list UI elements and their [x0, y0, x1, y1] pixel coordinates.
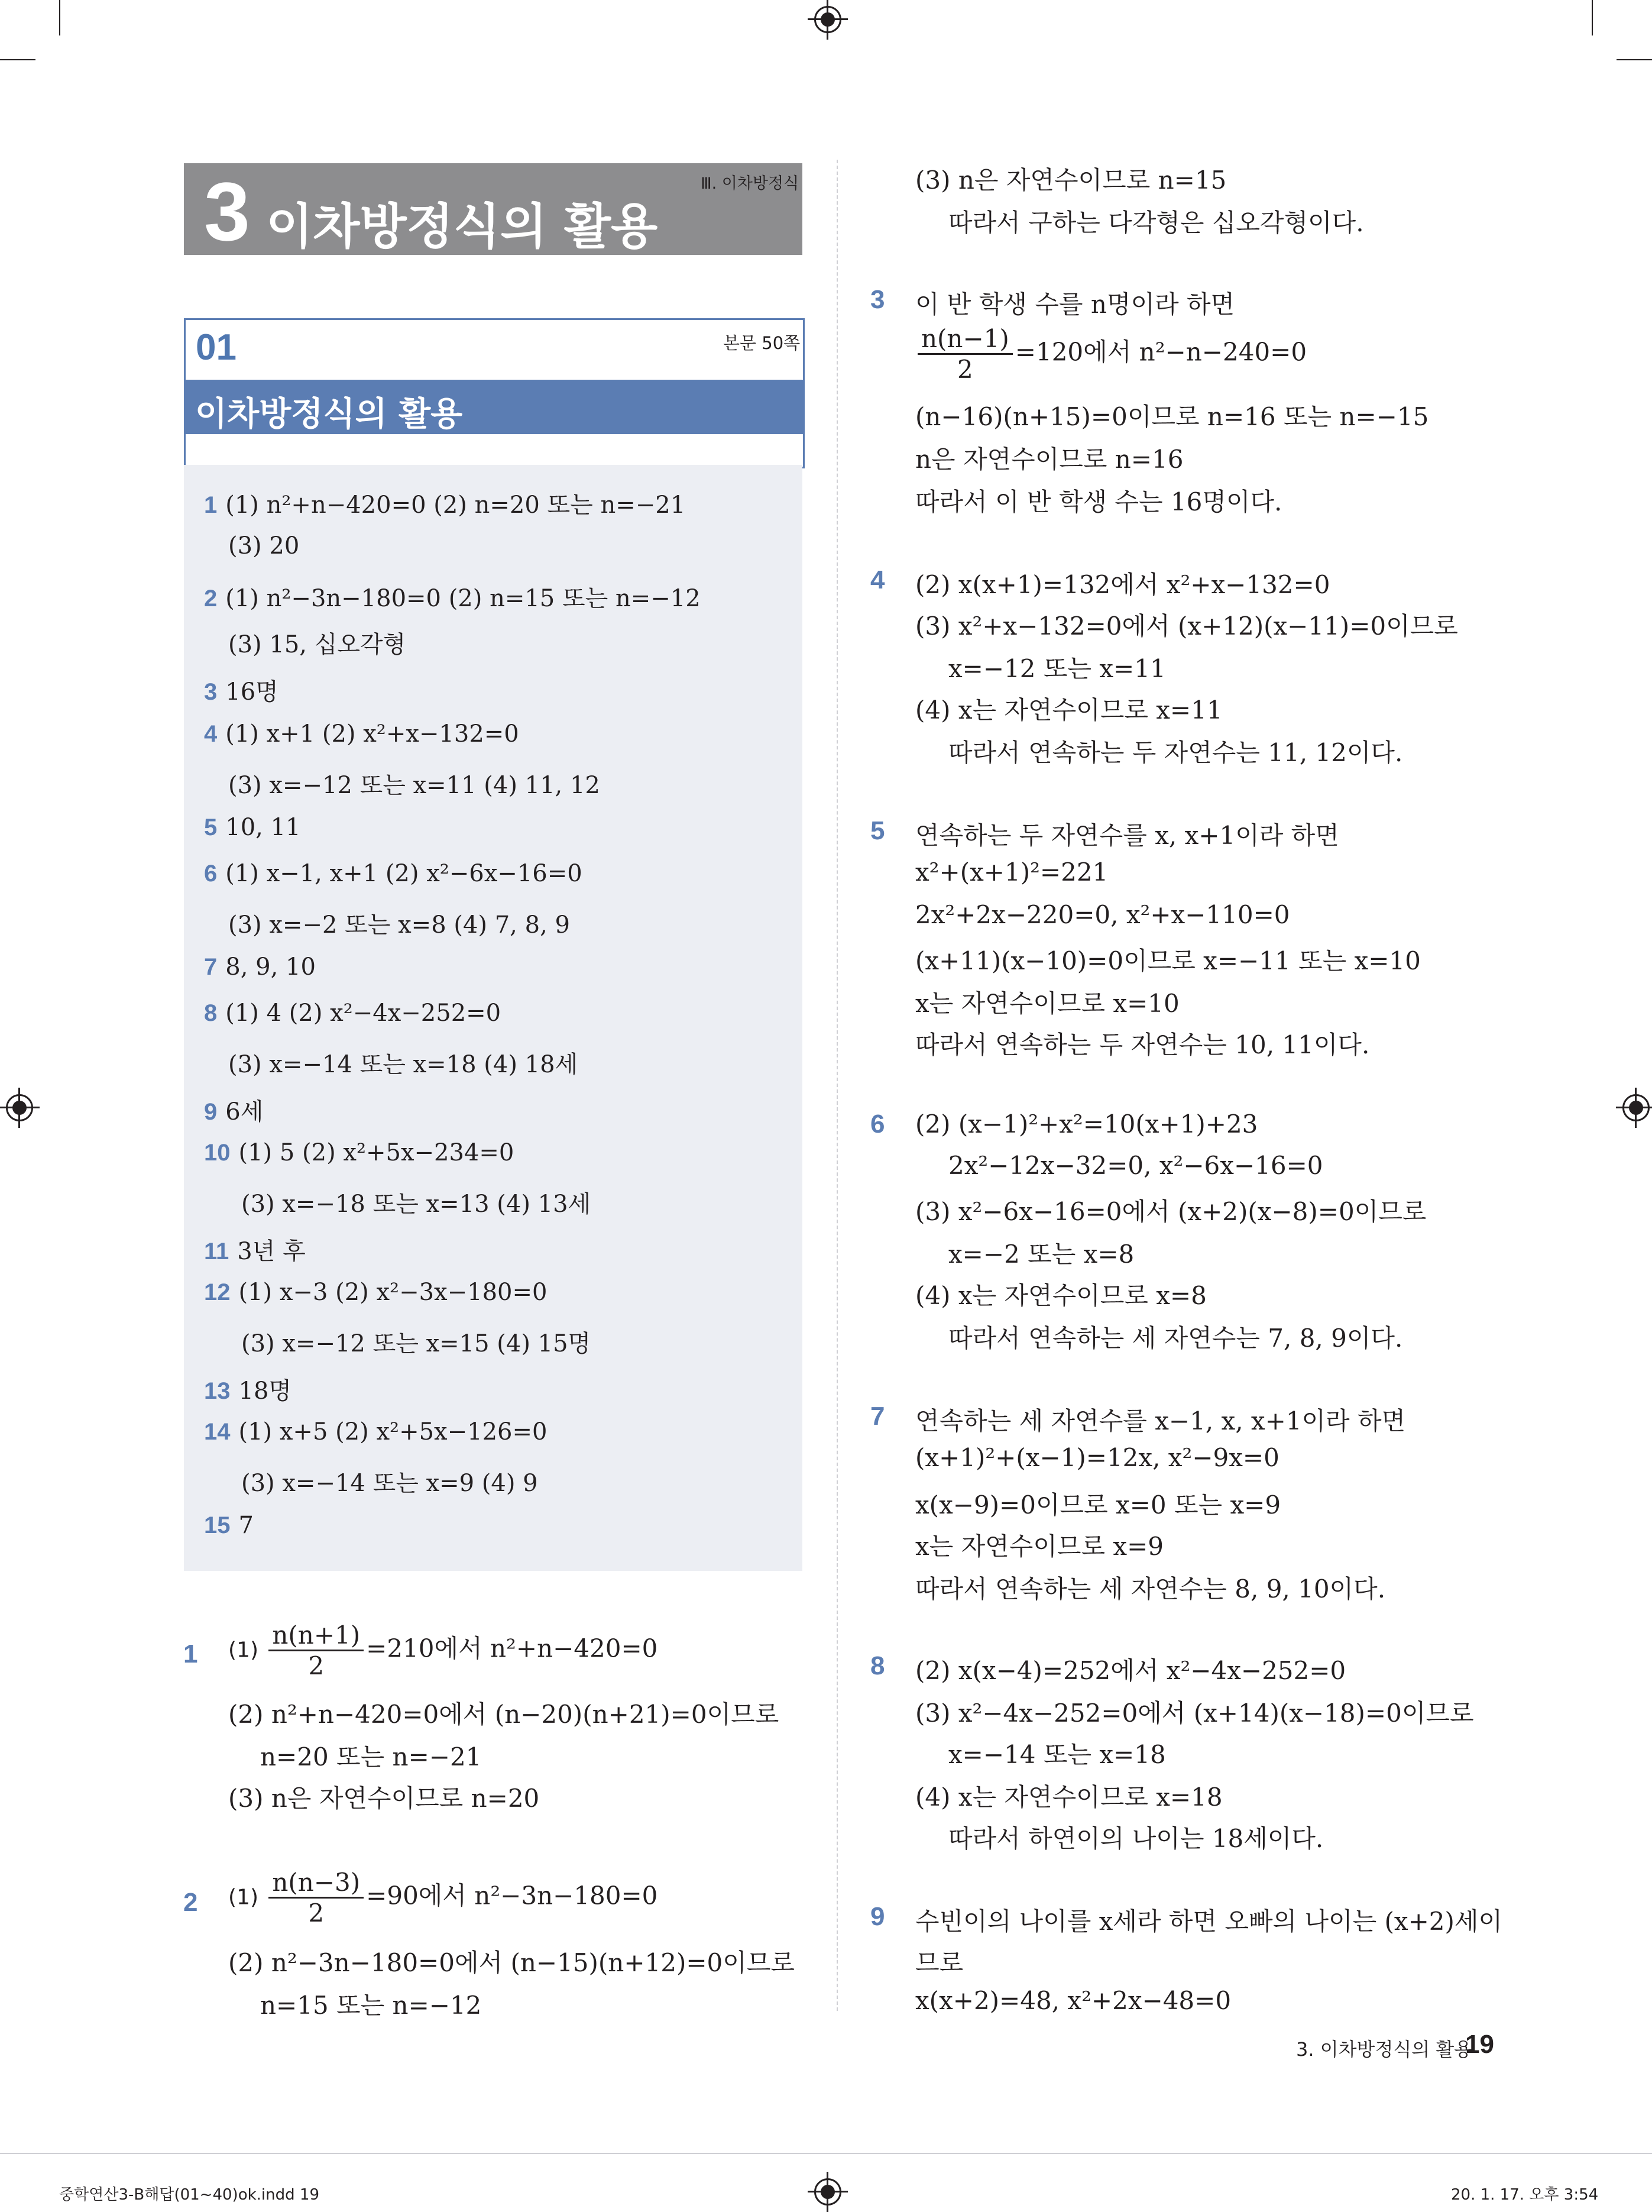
solution-line: x(x−9)=0이므로 x=0 또는 x=9 — [915, 1490, 1281, 1519]
solution-line: n=20 또는 n=−21 — [260, 1742, 482, 1771]
answer-item-continued: (3) x=−12 또는 x=15 (4) 15명 — [241, 1330, 591, 1357]
print-timestamp: 20. 1. 17. 오후 3:54 — [1451, 2186, 1599, 2204]
answer-item — [204, 1512, 254, 1539]
solution-line: x는 자연수이므로 x=9 — [915, 1532, 1164, 1561]
file-info: 중학연산3-B해답(01~40)ok.indd 19 — [59, 2186, 319, 2204]
answer-text: (1) x−1, x+1 (2) x²−6x−16=0 — [225, 860, 582, 887]
column-divider — [837, 160, 838, 2011]
chapter-title: 이차방정식의 활용 — [266, 199, 658, 255]
footer-rule — [0, 2153, 1652, 2154]
answer-item-continued: (3) x=−12 또는 x=11 (4) 11, 12 — [228, 772, 600, 799]
crop-mark — [1592, 0, 1593, 35]
answer-item — [204, 1372, 291, 1406]
answer-number: 8 — [204, 1000, 218, 1026]
answer-item — [204, 1233, 306, 1266]
solution-line: 따라서 연속하는 세 자연수는 8, 9, 10이다. — [915, 1574, 1386, 1603]
solution-line: (2) x(x+1)=132에서 x²+x−132=0 — [915, 570, 1330, 599]
solution-number: 4 — [870, 565, 885, 594]
answer-text: 3년 후 — [237, 1238, 306, 1265]
solution-line: (3) n은 자연수이므로 n=20 — [228, 1784, 540, 1813]
registration-mark-icon — [814, 6, 841, 33]
answer-item — [204, 1000, 501, 1027]
solution-line: 므로 — [915, 1948, 964, 1977]
answer-item — [204, 720, 519, 748]
answer-number: 11 — [204, 1238, 229, 1265]
solution-line: x=−14 또는 x=18 — [948, 1740, 1166, 1769]
solution-line: (3) x²−6x−16=0에서 (x+2)(x−8)=0이므로 — [915, 1197, 1427, 1226]
solution-line: (4) x는 자연수이므로 x=18 — [915, 1783, 1223, 1812]
answer-text: 8, 9, 10 — [225, 953, 316, 981]
answer-text: (1) 4 (2) x²−4x−252=0 — [225, 1000, 501, 1027]
solution-line: (n−16)(n+15)=0이므로 n=16 또는 n=−15 — [915, 402, 1429, 431]
solution-number: 1 — [183, 1639, 198, 1668]
answer-item-continued: (3) x=−18 또는 x=13 (4) 13세 — [241, 1191, 591, 1218]
solution-line: (4) x는 자연수이므로 x=11 — [915, 696, 1223, 725]
solution-line: (x+1)²+(x−1)=12x, x²−9x=0 — [915, 1443, 1280, 1472]
solution-number: 7 — [870, 1402, 885, 1431]
solution-line: x=−2 또는 x=8 — [948, 1240, 1135, 1269]
solution-line: (x+11)(x−10)=0이므로 x=−11 또는 x=10 — [915, 946, 1421, 975]
answer-number: 10 — [204, 1140, 231, 1166]
answer-number: 1 — [204, 492, 218, 518]
answer-number: 12 — [204, 1279, 231, 1305]
answer-item — [204, 1093, 263, 1127]
solution-line: 이 반 학생 수를 n명이라 하면 — [915, 290, 1235, 319]
answer-item — [204, 814, 300, 841]
answer-text: (1) x−3 (2) x²−3x−180=0 — [238, 1279, 548, 1306]
solution-line: 따라서 구하는 다각형은 십오각형이다. — [948, 208, 1364, 237]
solution-line: 연속하는 두 자연수를 x, x+1이라 하면 — [915, 821, 1339, 850]
crop-mark — [59, 0, 60, 35]
running-title: 3. 이차방정식의 활용 — [1296, 2038, 1473, 2061]
solution-line: (2) n²−3n−180=0에서 (n−15)(n+12)=0이므로 — [228, 1948, 795, 1977]
answer-number: 5 — [204, 814, 218, 840]
solution-line: 수빈이의 나이를 x세라 하면 오빠의 나이는 (x+2)세이 — [915, 1907, 1503, 1936]
answer-item — [204, 1418, 547, 1445]
registration-mark-icon — [814, 2178, 841, 2205]
solution-line: 2x²−12x−32=0, x²−6x−16=0 — [948, 1151, 1323, 1180]
answer-item — [204, 673, 278, 707]
solution-line: 따라서 하연이의 나이는 18세이다. — [948, 1824, 1324, 1853]
answer-number: 4 — [204, 721, 218, 747]
solution-number: 2 — [183, 1888, 198, 1917]
answer-item-continued: (3) 20 — [228, 532, 300, 560]
answer-number: 14 — [204, 1419, 231, 1445]
answer-item-continued: (3) x=−2 또는 x=8 (4) 7, 8, 9 — [228, 911, 570, 939]
solution-line: 따라서 이 반 학생 수는 16명이다. — [915, 487, 1282, 516]
solution-line: x²+(x+1)²=221 — [915, 858, 1109, 887]
answer-item — [204, 1139, 514, 1166]
solution-number: 5 — [870, 816, 885, 845]
answer-text: 16명 — [225, 678, 278, 706]
answer-number: 15 — [204, 1512, 231, 1538]
registration-mark-icon — [6, 1094, 33, 1121]
unit-tag: Ⅲ. 이차방정식 — [701, 174, 799, 193]
solution-line: (3) x²−4x−252=0에서 (x+14)(x−18)=0이므로 — [915, 1699, 1474, 1728]
crop-mark — [1617, 59, 1652, 60]
solution-line: n은 자연수이므로 n=16 — [915, 445, 1184, 474]
section-title: 이차방정식의 활용 — [195, 395, 463, 434]
solution-line: 따라서 연속하는 세 자연수는 7, 8, 9이다. — [948, 1324, 1403, 1353]
answer-item — [204, 580, 701, 613]
solution-line: x(x+2)=48, x²+2x−48=0 — [915, 1986, 1232, 2015]
answer-item — [204, 1279, 547, 1306]
solution-number: 6 — [870, 1110, 885, 1139]
answer-item-continued: (3) x=−14 또는 x=18 (4) 18세 — [228, 1051, 578, 1078]
answer-text: (1) x+1 (2) x²+x−132=0 — [225, 720, 519, 748]
solution-line: x는 자연수이므로 x=10 — [915, 989, 1180, 1018]
answer-item — [204, 860, 582, 887]
solution-line: 따라서 연속하는 두 자연수는 11, 12이다. — [948, 738, 1403, 767]
solution-number: 8 — [870, 1651, 885, 1680]
answer-text: 10, 11 — [225, 814, 301, 841]
answer-number: 13 — [204, 1378, 231, 1404]
answer-text: (1) x+5 (2) x²+5x−126=0 — [238, 1418, 548, 1445]
solution-line: $\frac{n(n-1)}{2}$ =120에서 n²−n−240=0 — [915, 324, 1307, 384]
crop-mark — [0, 59, 35, 60]
section-number: 01 — [196, 327, 237, 368]
page-number: 19 — [1465, 2030, 1494, 2059]
solution-line: (1) $\frac{n(n-3)}{2}$ =90에서 n²−3n−180=0 — [228, 1868, 658, 1928]
solution-line: (3) x²+x−132=0에서 (x+12)(x−11)=0이므로 — [915, 612, 1458, 641]
solution-line: (4) x는 자연수이므로 x=8 — [915, 1281, 1207, 1310]
answer-number: 6 — [204, 861, 218, 887]
answer-item — [204, 953, 316, 981]
answer-text: (1) n²+n−420=0 (2) n=20 또는 n=−21 — [225, 491, 686, 519]
solution-line: (2) (x−1)²+x²=10(x+1)+23 — [915, 1110, 1258, 1139]
answer-item-continued: (3) x=−14 또는 x=9 (4) 9 — [241, 1470, 538, 1497]
answer-number: 2 — [204, 586, 218, 612]
registration-mark-icon — [1622, 1094, 1650, 1121]
answer-text: (1) n²−3n−180=0 (2) n=15 또는 n=−12 — [225, 585, 701, 612]
answer-number: 7 — [204, 954, 218, 980]
solution-number: 3 — [870, 285, 885, 314]
answer-number: 3 — [204, 679, 218, 705]
answer-text: 7 — [238, 1512, 254, 1539]
solution-line: 연속하는 세 자연수를 x−1, x, x+1이라 하면 — [915, 1406, 1406, 1435]
solution-line: 따라서 연속하는 두 자연수는 10, 11이다. — [915, 1030, 1370, 1059]
solution-line: (2) x(x−4)=252에서 x²−4x−252=0 — [915, 1656, 1346, 1685]
section-page-ref: 본문 50쪽 — [723, 333, 801, 353]
solution-line: (3) n은 자연수이므로 n=15 — [915, 166, 1227, 195]
answer-number: 9 — [204, 1099, 218, 1125]
solution-line: 2x²+2x−220=0, x²+x−110=0 — [915, 900, 1290, 929]
answer-text: (1) 5 (2) x²+5x−234=0 — [238, 1139, 514, 1166]
chapter-number: 3 — [204, 165, 250, 258]
solution-line: x=−12 또는 x=11 — [948, 654, 1166, 683]
solution-line: (1) $\frac{n(n+1)}{2}$ =210에서 n²+n−420=0 — [228, 1621, 658, 1680]
solution-line: (2) n²+n−420=0에서 (n−20)(n+21)=0이므로 — [228, 1700, 779, 1729]
answer-text: 18명 — [238, 1377, 292, 1405]
solution-line: n=15 또는 n=−12 — [260, 1991, 482, 2020]
answer-item-continued: (3) 15, 십오각형 — [228, 631, 406, 658]
answer-text: 6세 — [225, 1098, 264, 1126]
solution-number: 9 — [870, 1902, 885, 1931]
answer-item — [204, 486, 685, 520]
